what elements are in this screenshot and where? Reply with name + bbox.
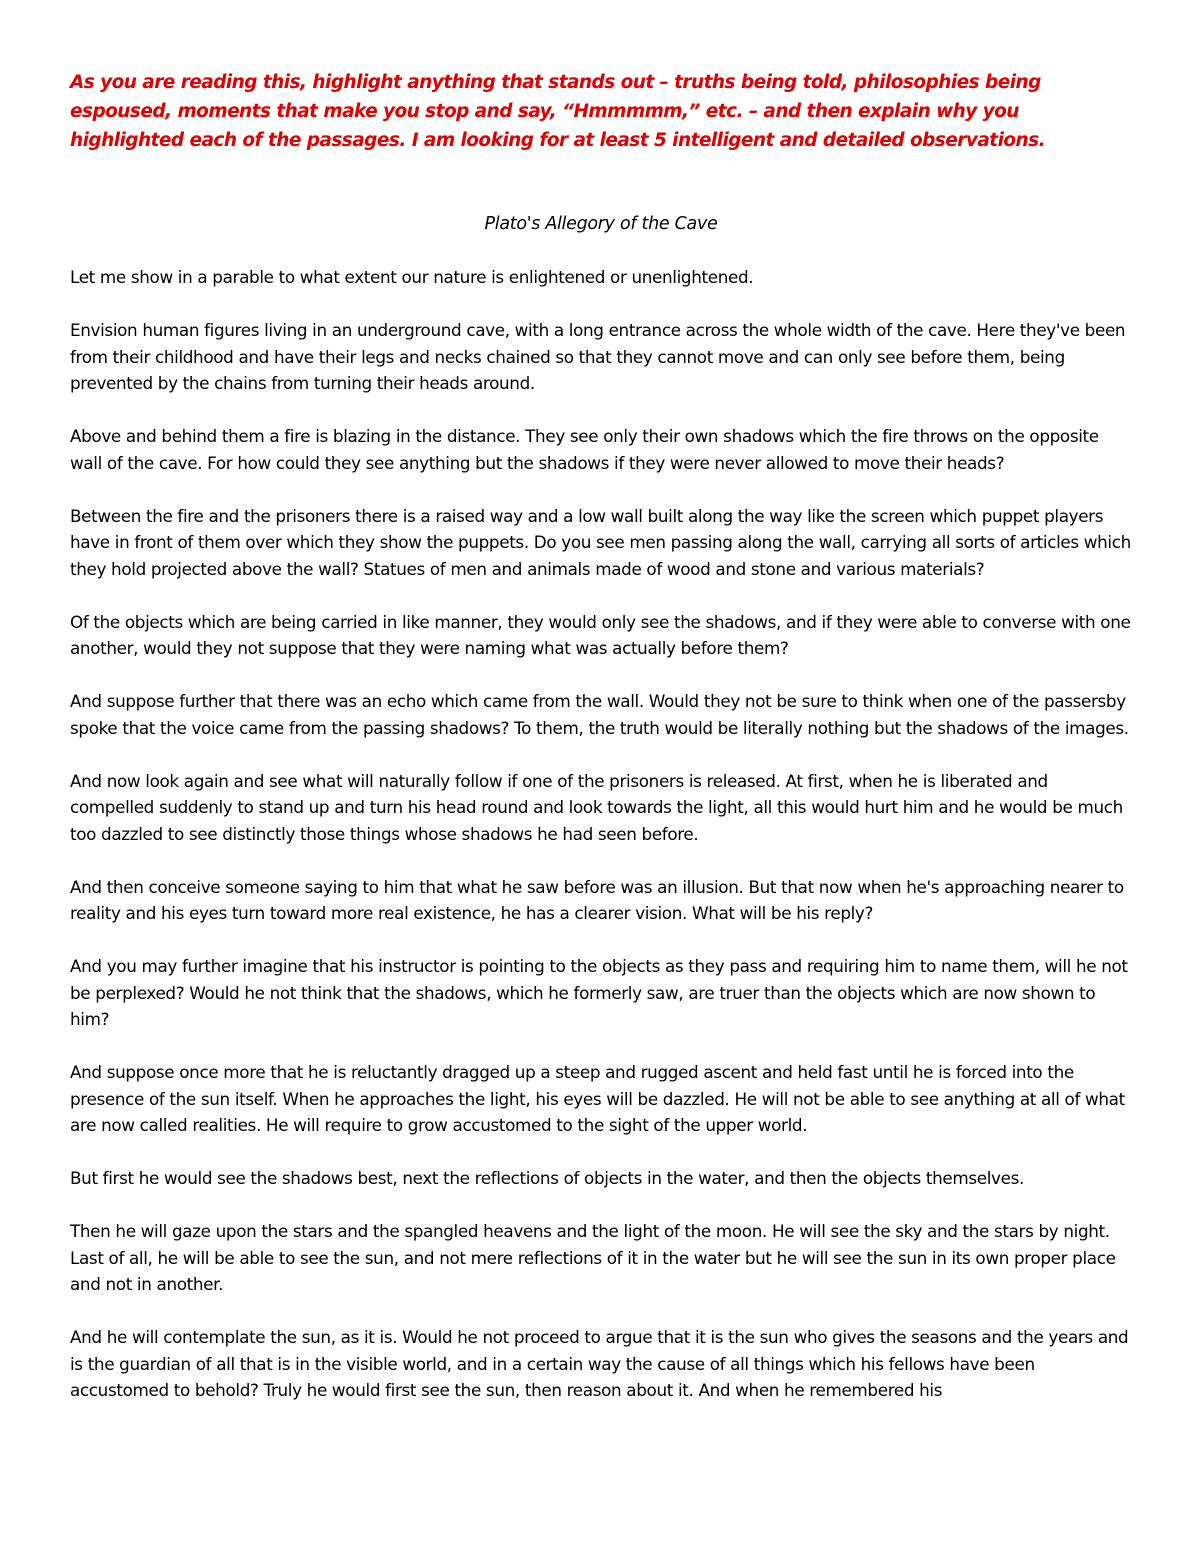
paragraph: Envision human figures living in an underground cave, with a long entrance across the whole width of the cave. Here they've been from their childhood and have their legs and necks chained so that they cannot move and can only see before them, being prevented by the chains from turning their heads around. — [70, 320, 1126, 393]
document-page — [70, 68, 1132, 1430]
paragraph: And then conceive someone saying to him that what he saw before was an illusion. But that now when he's approaching nearer to reality and his eyes turn toward more real existence, he has a clearer vision. What will be his reply? — [70, 876, 1124, 923]
document-title: Plato's Allegory of the Cave — [484, 214, 718, 234]
paragraph: And you may further imagine that his instructor is pointing to the objects as they pass and requiring him to name them, will he not be perplexed? Would he not think that the shadows, which he formerly saw, are truer than the objects which are now shown to him? — [70, 956, 1128, 1029]
paragraph: And suppose once more that he is reluctantly dragged up a steep and rugged ascent and held fast until he is forced into the presence of the sun itself. When he approaches the light, his eyes will be dazzled. He will not be able to see anything at all of what are now called realities. He will require to grow accustomed to the sight of the upper world. — [70, 1062, 1125, 1135]
paragraph: Of the objects which are being carried in like manner, they would only see the shadows, and if they were able to converse with one another, would they not suppose that they were naming what was actually before them? — [70, 611, 1131, 658]
paragraph: Between the fire and the prisoners there is a raised way and a low wall built along the way like the screen which puppet players have in front of them over which they show the puppets. Do you see men passing along the wall, carrying all sorts of articles which they hold projected above the wall? Statues of men and animals made of wood and stone and various materials? — [70, 505, 1131, 579]
paragraph: Then he will gaze upon the stars and the spangled heavens and the light of the moon. He will see the sky and the stars by night. Last of all, he will be able to see the sun, and not mere reflections of it in the water but he will see the sun in its own proper place and not in another. — [70, 1221, 1116, 1294]
paragraph: Let me show in a parable to what extent our nature is enlightened or unenlightened. — [70, 267, 754, 287]
paragraph: And now look again and see what will naturally follow if one of the prisoners is released. At first, when he is liberated and compelled suddenly to stand up and turn his head round and look towards the light, all this would hurt him and he would be much too dazzled to see distinctly those things whose shadows he had seen before. — [70, 770, 1123, 844]
document-body — [70, 264, 1132, 1404]
paragraph: Above and behind them a fire is blazing in the distance. They see only their own shadows which the fire throws on the opposite wall of the cave. For how could they see anything but the shadows if they were never allowed to move their heads? — [70, 426, 1099, 473]
paragraph: And he will contemplate the sun, as it is. Would he not proceed to argue that it is the sun who gives the seasons and the years and is the guardian of all that is in the visible world, and in a certain way the cause of all things which his fellows have been accustomed to behold? Truly he would first see the sun, then reason about it. And when he remembered his — [70, 1327, 1129, 1400]
paragraph: And suppose further that there was an echo which came from the wall. Would they not be sure to think when one of the passersby spoke that the voice came from the passing shadows? To them, the truth would be literally nothing but the shadows of the images. — [70, 691, 1129, 738]
assignment-instructions: As you are reading this, highlight anything that stands out – truths being told, philosophies being espoused, moments that make you stop and say, “Hmmmmm,” etc. – and then explain why you highlighted each of the passages. I am looking for at least 5 intelligent and detailed observations. — [70, 72, 1046, 151]
paragraph: But first he would see the shadows best, next the reflections of objects in the water, and then the objects themselves. — [70, 1168, 1024, 1188]
